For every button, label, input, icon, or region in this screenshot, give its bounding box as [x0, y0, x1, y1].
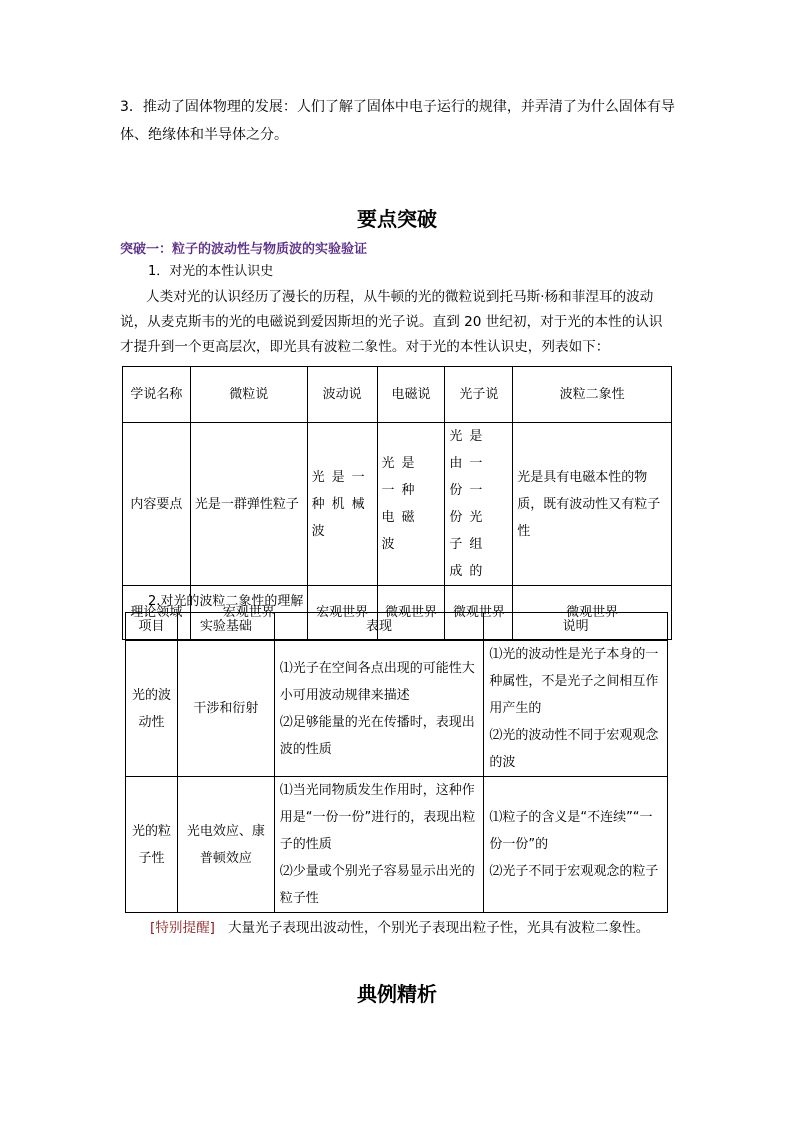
table-row: [126, 613, 668, 641]
table-cell: 干涉和衍射: [177, 641, 274, 777]
table-header: 表现: [274, 613, 484, 641]
table-cell: 光是一种电磁波: [377, 423, 445, 586]
table-cell: 光是具有电磁本性的物质，既有波动性又有粒子性: [513, 423, 672, 586]
table-cell: 内容要点: [123, 423, 191, 586]
special-note: [150, 916, 649, 936]
table-header: 光子说: [445, 367, 513, 423]
table-header: 微粒说: [190, 367, 307, 423]
table-header: 项目: [126, 613, 178, 641]
breakthrough-title: 突破一：粒子的波动性与物质波的实验验证: [120, 242, 368, 257]
cell-line: ⑵光子不同于宏观观念的粒子: [489, 864, 659, 879]
table-cell: [274, 641, 484, 777]
table-cell: 光是一群弹性粒子: [190, 423, 307, 586]
item1-heading: 1．对光的本性认识史: [148, 264, 274, 279]
table-header: 实验基础: [177, 613, 274, 641]
table-cell: [274, 777, 484, 913]
item2-heading: 2.对光的波粒二象性的理解: [148, 594, 304, 609]
table-cell: 微观世界: [513, 586, 672, 640]
table-cell: 光电效应、康普顿效应: [177, 777, 274, 913]
section-title: 要点突破: [357, 207, 437, 231]
note-tag: [特别提醒]: [150, 920, 215, 936]
table-header: 波动说: [307, 367, 377, 423]
table-row: [126, 641, 668, 777]
cell-line: ⑴光的波动性是光子本身的一种属性，不是光子之间相互作用产生的: [489, 647, 659, 716]
table-cell: 微观世界: [377, 586, 445, 640]
table-row: [126, 777, 668, 913]
table-header: 波粒二象性: [513, 367, 672, 423]
table-row: [123, 423, 672, 586]
note-text: 大量光子表现出波动性，个别光子表现出粒子性，光具有波粒二象性。: [227, 920, 650, 936]
table-cell: 光是一种机械波: [307, 423, 377, 586]
wave-particle-table: [125, 612, 668, 913]
table-cell: 微观世界: [445, 586, 513, 640]
cell-line: ⑴粒子的含义是“不连续”“一份一份”的: [489, 810, 653, 852]
cell-line: ⑴当光同物质发生作用时，这种作用是“一份一份”进行的，表现出粒子的性质: [279, 783, 476, 852]
cell-line: ⑵光的波动性不同于宏观观念的波: [489, 728, 659, 770]
intro-item: 3．推动了固体物理的发展：人们了解了固体中电子运行的规律，并弄清了为什么固体有导体、绝缘体和半导体之分。: [120, 99, 675, 143]
table-row: [123, 367, 672, 423]
table-header: 说明: [484, 613, 668, 641]
cell-line: ⑴光子在空间各点出现的可能性大小可用波动规律来描述: [279, 660, 475, 703]
table-cell: 光的波动性: [126, 641, 178, 777]
table-header: 电磁说: [377, 367, 445, 423]
cell-line: ⑵足够能量的光在传播时，表现出波的性质: [279, 714, 475, 757]
item1-body: 人类对光的认识经历了漫长的历程，从牛顿的光的微粒说到托马斯·杨和菲涅耳的波动说，从麦克斯韦的光的电磁说到爱因斯坦的光子说。直到 20 世纪初，对于光的本性的认识才提升到一个更高层次，即光具有波粒二象性。对于光的本性认识史，列表如下：: [120, 289, 663, 355]
table-cell: 理论领域: [123, 586, 191, 640]
cell-line: ⑵少量或个别光子容易显示出光的粒子性: [279, 864, 475, 906]
table-cell: [484, 777, 668, 913]
table-cell: [484, 641, 668, 777]
table-header: 学说名称: [123, 367, 191, 423]
table-cell: 光是由一份一份光子组成的: [445, 423, 513, 586]
table-cell: 宏观世界: [307, 586, 377, 640]
table-cell: 光的粒子性: [126, 777, 178, 913]
table-cell: 宏观世界: [190, 586, 307, 640]
examples-title: 典例精析: [357, 982, 437, 1006]
